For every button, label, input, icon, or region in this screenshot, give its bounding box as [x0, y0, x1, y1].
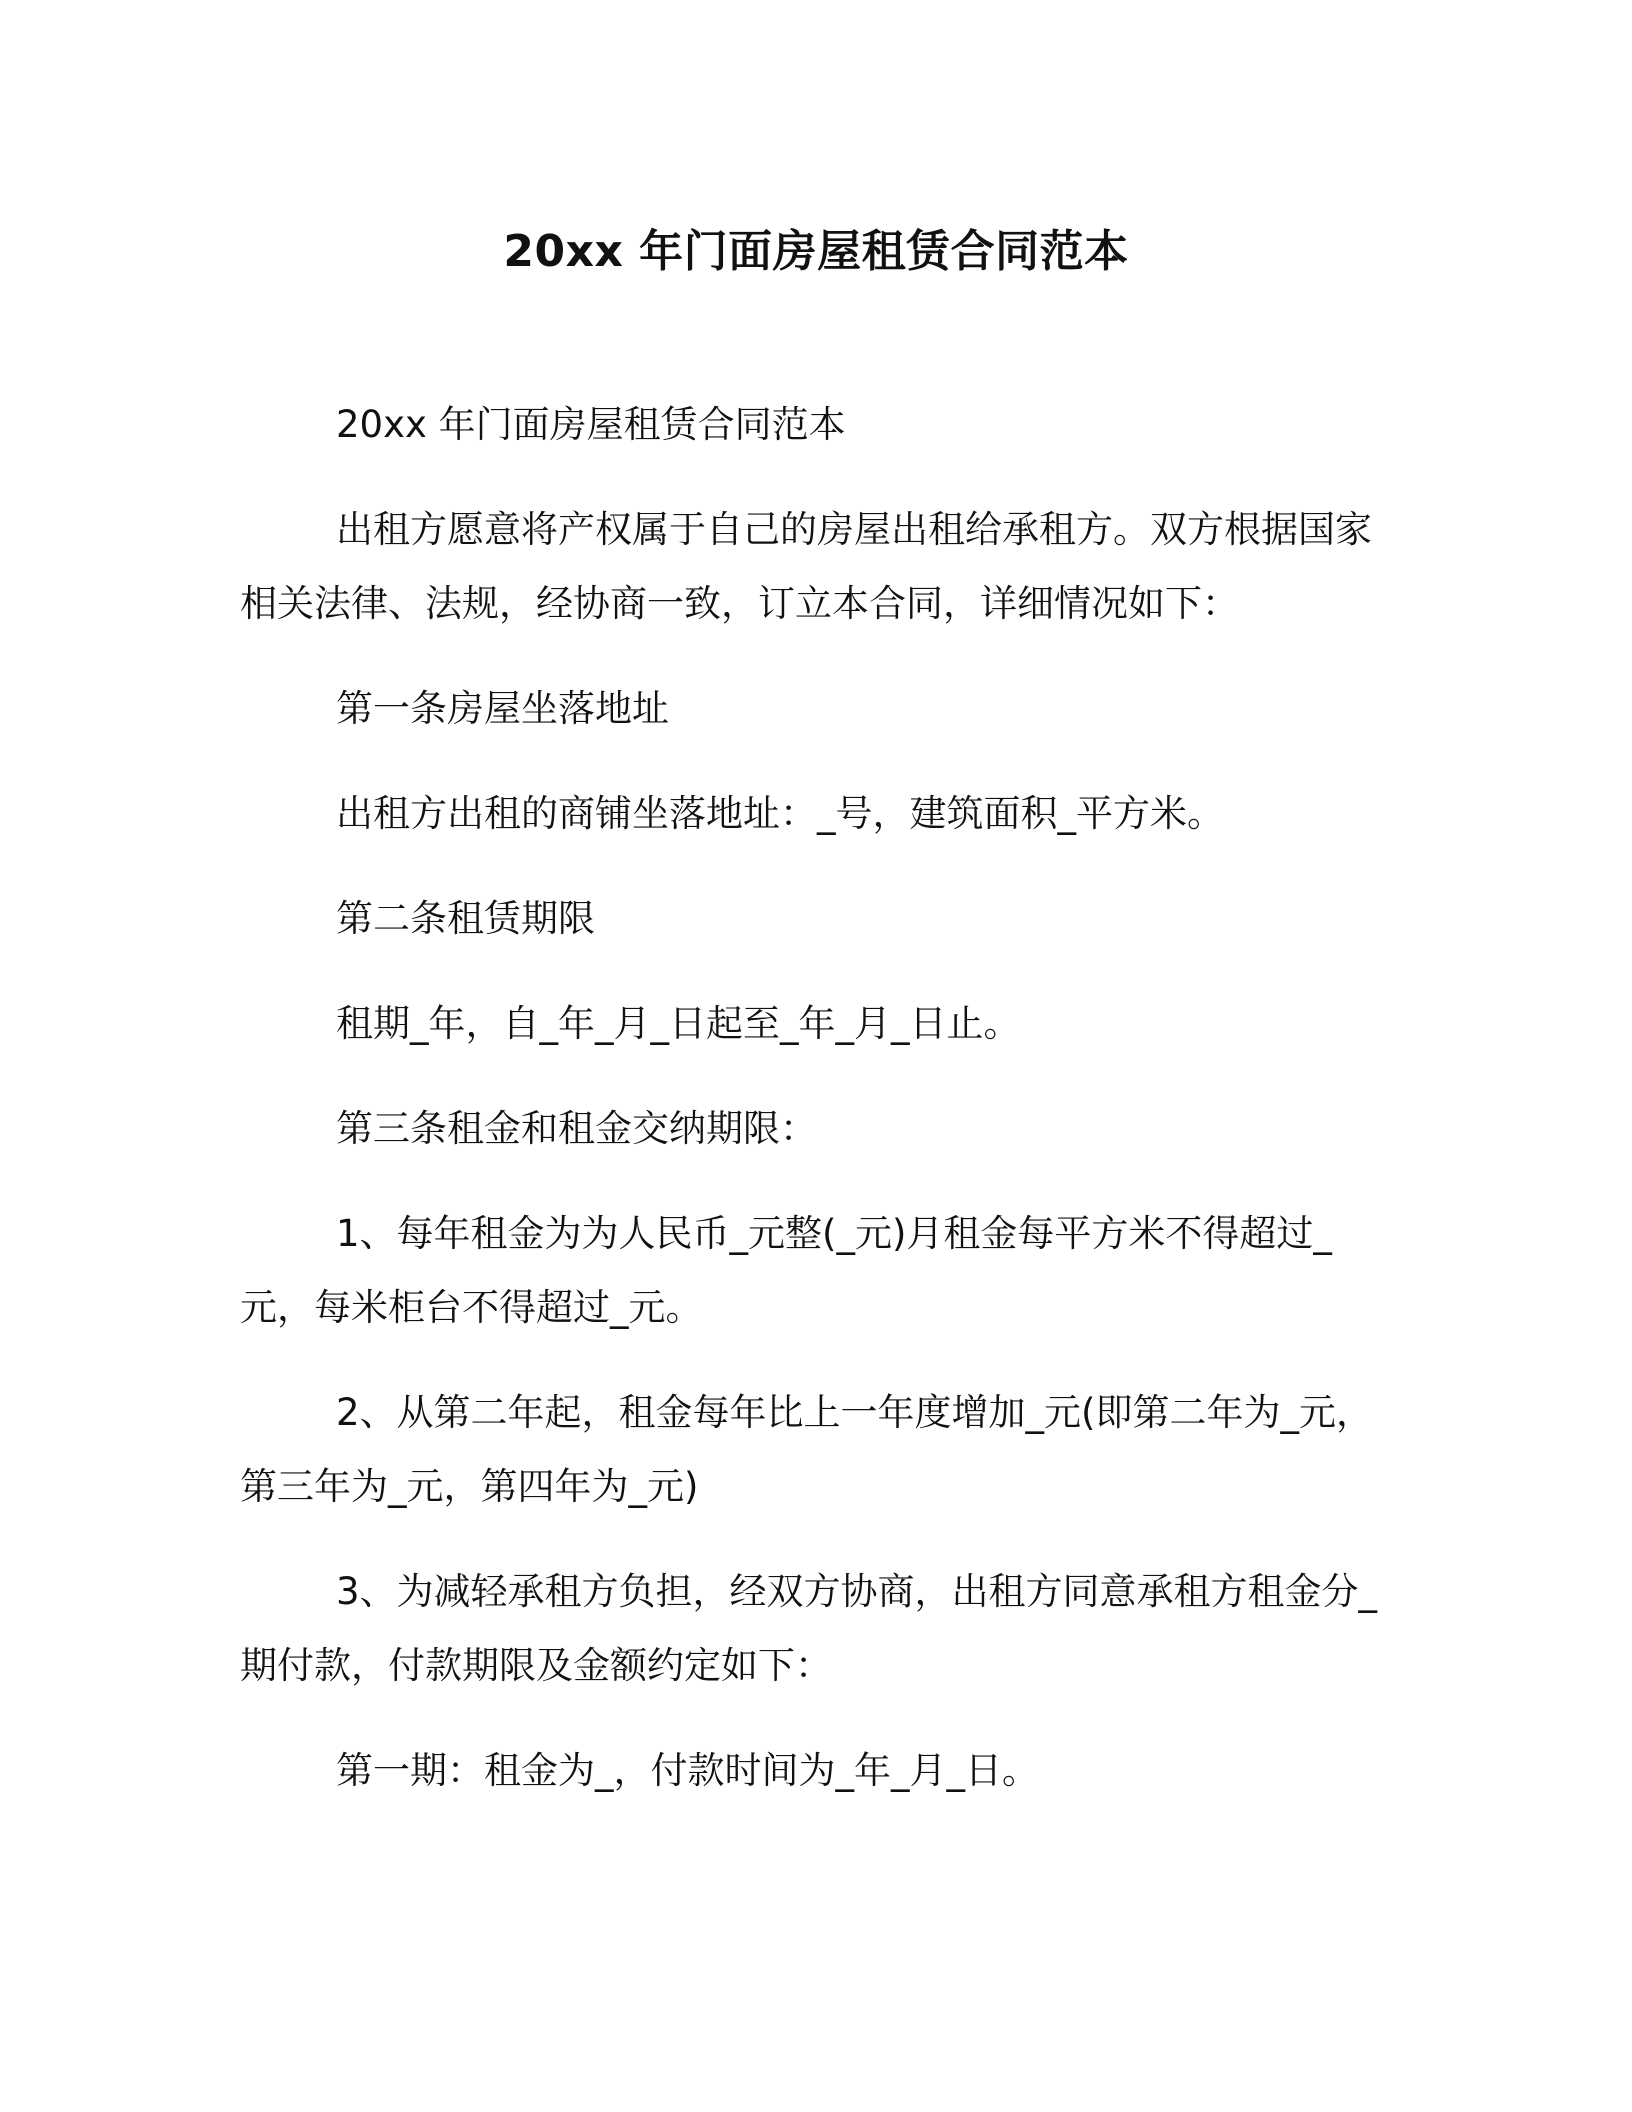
payment-installment-1: 第一期：租金为_，付款时间为_年_月_日。	[336, 1749, 1039, 1792]
article-3-clause-3: 3、为减轻承租方负担，经双方协商，出租方同意承租方租金分_期付款，付款期限及金额约定如下：	[240, 1570, 1378, 1687]
article-2-term: 租期_年，自_年_月_日起至_年_月_日止。	[336, 1002, 1021, 1045]
document-body	[240, 388, 1400, 1839]
article-1-address: 出租方出租的商铺坐落地址：_号，建筑面积_平方米。	[336, 792, 1224, 835]
article-2-heading: 第二条租赁期限	[336, 897, 595, 940]
article-3-heading: 第三条租金和租金交纳期限：	[336, 1107, 817, 1150]
paragraph-intro: 出租方愿意将产权属于自己的房屋出租给承租方。双方根据国家相关法律、法规，经协商一致，订立本合同，详细情况如下：	[240, 508, 1372, 625]
article-1-heading: 第一条房屋坐落地址	[336, 687, 669, 730]
article-3-clause-2: 2、从第二年起，租金每年比上一年度增加_元(即第二年为_元，第三年为_元，第四年为_元)	[240, 1391, 1373, 1508]
paragraph-subtitle: 20xx 年门面房屋租赁合同范本	[336, 403, 846, 446]
document-title: 20xx 年门面房屋租赁合同范本	[503, 226, 1129, 277]
article-3-clause-1: 1、每年租金为为人民币_元整(_元)月租金每平方米不得超过_元，每米柜台不得超过_元。	[240, 1212, 1332, 1329]
